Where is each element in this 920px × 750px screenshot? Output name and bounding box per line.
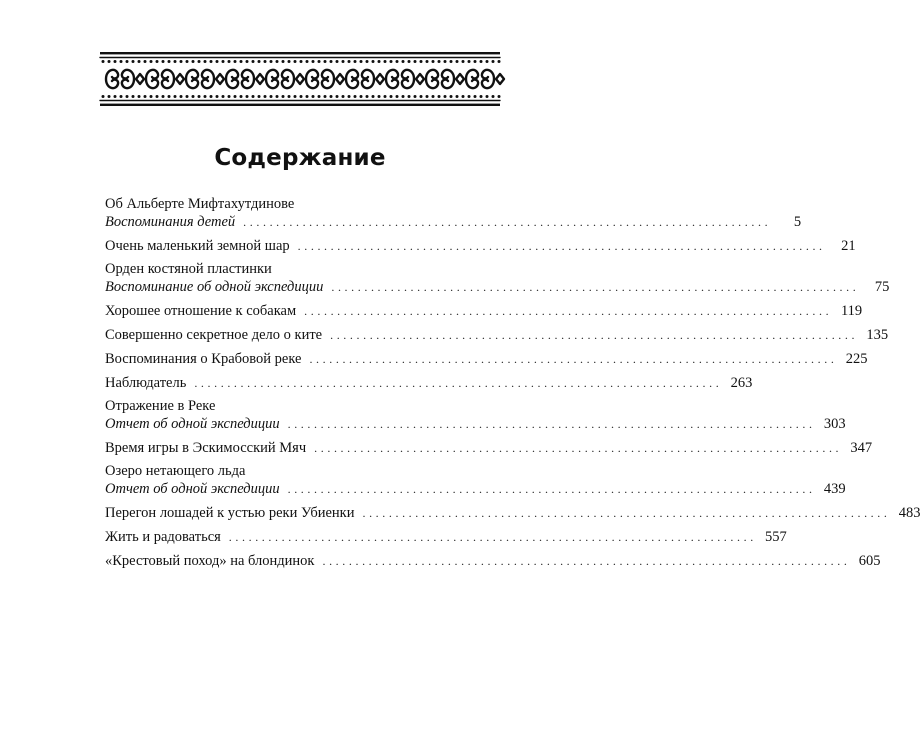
ornament-diamond (216, 74, 224, 84)
ornament-scroll (426, 70, 454, 88)
ornament-dot (246, 95, 249, 98)
ornament-dot (246, 60, 249, 63)
ornament-dot (120, 95, 123, 98)
dot-leader: ................................................................................ (330, 328, 859, 342)
ornament-dot (336, 95, 339, 98)
ornament-dot (288, 60, 291, 63)
ornament-diamond (376, 74, 384, 84)
toc-entry-title: Перегон лошадей к устью реки Убиенки (105, 505, 355, 521)
toc-entry-page-number: 557 (765, 529, 787, 545)
ornament-dot (168, 95, 171, 98)
dot-leader: ................................................................................ (287, 482, 816, 496)
ornament-dot (360, 60, 363, 63)
ornament-dot (168, 60, 171, 63)
toc-entry-title: Воспоминание об одной экспедиции (105, 279, 324, 295)
toc-entry (105, 463, 846, 498)
ornament-dot (270, 60, 273, 63)
ornament-diamond (416, 74, 424, 84)
ornament-dot (240, 95, 243, 98)
toc-entry-title: «Крестовый поход» на блондинок (105, 553, 315, 569)
ornament-dot (456, 60, 459, 63)
ornament-diamond (336, 74, 344, 84)
ornament-dot (264, 95, 267, 98)
ornament-scroll (346, 70, 374, 88)
ornament-dot (282, 60, 285, 63)
ornament-dot (444, 60, 447, 63)
ornament-scroll (226, 70, 254, 88)
ornament-dot (162, 95, 165, 98)
ornament-dot (240, 60, 243, 63)
ornament-dot (354, 95, 357, 98)
ornament-dot (354, 60, 357, 63)
page-title: Содержание (214, 145, 386, 171)
ornament-dot (402, 95, 405, 98)
ornament-dot (474, 60, 477, 63)
toc-entry (105, 302, 863, 320)
ornament-diamond (176, 74, 184, 84)
toc-entry (105, 196, 802, 231)
table-of-contents (105, 196, 920, 576)
ornament-dot (144, 95, 147, 98)
ornament-dot (156, 95, 159, 98)
ornament-dot (324, 60, 327, 63)
toc-entry-title: Совершенно секретное дело о ките (105, 327, 323, 343)
ornament-dot (450, 60, 453, 63)
ornament-dot (450, 95, 453, 98)
ornament-dot (468, 95, 471, 98)
ornament-dot (282, 95, 285, 98)
ornament-dot (108, 95, 111, 98)
ornament-dot (102, 60, 105, 63)
ornament-dot (414, 60, 417, 63)
toc-entry (105, 326, 889, 344)
toc-entry-title: Воспоминания детей (105, 214, 236, 230)
toc-entry-page-number: 119 (840, 303, 863, 319)
toc-entry-line (105, 552, 881, 570)
toc-entry-page-number: 347 (850, 440, 873, 456)
ornament-dot (192, 95, 195, 98)
ornament-dot (120, 60, 123, 63)
ornament-dot (438, 60, 441, 63)
ornament-dot (462, 95, 465, 98)
ornament-dot (498, 95, 501, 98)
toc-entry (105, 261, 890, 296)
toc-entry-line (105, 374, 753, 392)
ornament-dot (144, 60, 147, 63)
ornament-dot (228, 95, 231, 98)
ornament-dot (126, 95, 129, 98)
toc-entry-page-number: 483 (898, 505, 920, 521)
ornament-dot (216, 60, 219, 63)
dot-leader: ................................................................................ (243, 215, 772, 229)
toc-entry-line (105, 480, 846, 498)
ornament-dot (198, 95, 201, 98)
toc-entry-page-number: 75 (874, 279, 890, 295)
ornament-dot (180, 60, 183, 63)
ornament-scroll (466, 70, 494, 88)
ornament-dot (438, 95, 441, 98)
toc-entry-line (105, 415, 846, 433)
toc-entry-title: Время игры в Эскимосский Мяч (105, 440, 307, 456)
ornament-dot (162, 60, 165, 63)
ornament-dot (330, 95, 333, 98)
toc-entry-page-number: 303 (823, 416, 846, 432)
toc-entry (105, 237, 856, 255)
ornament-dot (270, 95, 273, 98)
ornament-dot (114, 95, 117, 98)
dot-leader: ................................................................................ (287, 417, 816, 431)
ornament-dot (288, 95, 291, 98)
ornament-dot (276, 60, 279, 63)
ornament-dot (300, 95, 303, 98)
toc-entry-title: Отчет об одной экспедиции (105, 481, 280, 497)
toc-entry-heading: Об Альберте Мифтахутдинове (105, 196, 295, 212)
ornament-dot (336, 60, 339, 63)
dot-leader: ................................................................................ (297, 239, 826, 253)
ornament-scroll (146, 70, 174, 88)
ornament-dot (330, 60, 333, 63)
ornament-dot (360, 95, 363, 98)
ornament-dot (414, 95, 417, 98)
ornament-dot (498, 60, 501, 63)
dot-leader: ................................................................................ (314, 441, 843, 455)
ornament-dot (444, 95, 447, 98)
ornament-dot (420, 95, 423, 98)
toc-entry-line (105, 213, 802, 231)
ornament-dot (150, 95, 153, 98)
toc-entry-heading: Орден костяной пластинки (105, 261, 272, 277)
ornament-dot (312, 60, 315, 63)
ornament-dot (396, 60, 399, 63)
ornament-dot (318, 95, 321, 98)
ornament-diamond (136, 74, 144, 84)
ornament-dot (258, 95, 261, 98)
ornament-dot (348, 95, 351, 98)
ornament-dot (342, 95, 345, 98)
toc-entry-page-number: 21 (841, 238, 856, 254)
ornament-dot (156, 60, 159, 63)
ornament-dot (492, 60, 495, 63)
ornament-dot (426, 95, 429, 98)
ornament-dot (174, 95, 177, 98)
ornament-dot (372, 60, 375, 63)
ornament-dot (228, 60, 231, 63)
ornament-dot (132, 60, 135, 63)
toc-entry-page-number: 605 (858, 553, 881, 569)
ornament-dot (252, 60, 255, 63)
toc-entry-line (105, 439, 873, 457)
ornament-dot (480, 60, 483, 63)
dot-leader: ................................................................................ (228, 530, 757, 544)
toc-entry-page-number: 439 (823, 481, 846, 497)
ornament-dot (486, 95, 489, 98)
ornament-dot (102, 95, 105, 98)
toc-entry-title: Хорошее отношение к собакам (105, 303, 297, 319)
ornament-dot (132, 95, 135, 98)
ornament-dot (306, 95, 309, 98)
dot-leader: ................................................................................ (362, 506, 891, 520)
toc-entry (105, 439, 873, 457)
ornament-dot (348, 60, 351, 63)
ornament-dot (300, 60, 303, 63)
toc-entry-line (105, 302, 863, 320)
toc-entry-title: Очень маленький земной шар (105, 238, 290, 254)
dot-leader: ................................................................................ (309, 352, 838, 366)
ornament-dot (114, 60, 117, 63)
toc-entry-line (105, 278, 890, 296)
ornament-dot (378, 60, 381, 63)
ornament-dot (432, 95, 435, 98)
ornament-diamond (256, 74, 264, 84)
toc-entry (105, 398, 846, 433)
toc-entry-page-number: 135 (866, 327, 889, 343)
toc-entry-heading: Отражение в Реке (105, 398, 216, 414)
ornament-dot (384, 95, 387, 98)
ornament-dot (234, 60, 237, 63)
toc-entry-page-number: 263 (730, 375, 753, 391)
ornament-diamond (456, 74, 464, 84)
ornament-dot (174, 60, 177, 63)
toc-entry-page-number: 5 (793, 214, 802, 230)
toc-entry-line (105, 237, 856, 255)
ornament-dot (138, 95, 141, 98)
ornament-dot (474, 95, 477, 98)
ornamental-band-svg (100, 52, 500, 106)
dot-leader: ................................................................................ (304, 304, 833, 318)
ornament-dot (318, 60, 321, 63)
ornament-dot (294, 60, 297, 63)
ornament-dot (198, 60, 201, 63)
ornament-dot (294, 95, 297, 98)
toc-entry-title: Наблюдатель (105, 375, 187, 391)
ornament-dot (126, 60, 129, 63)
toc-entry-title: Отчет об одной экспедиции (105, 416, 280, 432)
ornament-dot (384, 60, 387, 63)
ornament-dot (456, 95, 459, 98)
ornament-dot (408, 95, 411, 98)
toc-entry-line (105, 504, 920, 522)
toc-entry (105, 350, 868, 368)
ornament-dot (492, 95, 495, 98)
toc-entry-line (105, 350, 868, 368)
ornament-dot (204, 60, 207, 63)
dot-leader: ................................................................................ (322, 554, 851, 568)
ornament-dot (486, 60, 489, 63)
ornamental-band-icon (100, 52, 500, 106)
ornament-dot (276, 95, 279, 98)
ornament-dot (366, 95, 369, 98)
ornament-dot (366, 60, 369, 63)
ornament-dot (210, 60, 213, 63)
ornament-dot (180, 95, 183, 98)
ornament-dot (258, 60, 261, 63)
ornament-diamond (296, 74, 304, 84)
ornament-dot (186, 95, 189, 98)
toc-entry (105, 528, 787, 546)
ornament-scroll (266, 70, 294, 88)
ornament-dot (186, 60, 189, 63)
dot-leader: ................................................................................ (331, 280, 860, 294)
dot-leader: ................................................................................ (194, 376, 723, 390)
ornament-dot (420, 60, 423, 63)
ornament-dot (342, 60, 345, 63)
ornament-dot (216, 95, 219, 98)
toc-entry-title: Воспоминания о Крабовой реке (105, 351, 302, 367)
toc-entry-title: Жить и радоваться (105, 529, 221, 545)
toc-entry-line (105, 528, 787, 546)
ornament-dot (408, 60, 411, 63)
ornament-dot (150, 60, 153, 63)
ornament-dot (402, 60, 405, 63)
ornament-scroll (186, 70, 214, 88)
ornament-dot (324, 95, 327, 98)
ornament-dot (234, 95, 237, 98)
ornament-dot (192, 60, 195, 63)
ornament-dot (378, 95, 381, 98)
ornament-dot (390, 95, 393, 98)
ornament-dot (480, 95, 483, 98)
ornament-dot (138, 60, 141, 63)
ornament-dot (462, 60, 465, 63)
ornament-dot (390, 60, 393, 63)
ornament-dot (372, 95, 375, 98)
ornament-scroll (306, 70, 334, 88)
ornament-dot (222, 95, 225, 98)
toc-entry-line (105, 326, 889, 344)
toc-entry-heading: Озеро нетающего льда (105, 463, 246, 479)
toc-entry (105, 374, 753, 392)
toc-entry (105, 504, 920, 522)
toc-entry (105, 552, 881, 570)
ornament-dot (222, 60, 225, 63)
ornament-dot (252, 95, 255, 98)
toc-entry-page-number: 225 (845, 351, 868, 367)
ornament-scroll (386, 70, 414, 88)
ornament-dot (432, 60, 435, 63)
ornament-dot (426, 60, 429, 63)
ornament-dot (312, 95, 315, 98)
ornament-dot (204, 95, 207, 98)
ornament-dot (468, 60, 471, 63)
ornament-dot (264, 60, 267, 63)
ornament-dot (306, 60, 309, 63)
ornament-dot (396, 95, 399, 98)
ornament-dot (108, 60, 111, 63)
ornament-scroll (106, 70, 134, 88)
ornament-dot (210, 95, 213, 98)
ornament-diamond (496, 74, 504, 84)
